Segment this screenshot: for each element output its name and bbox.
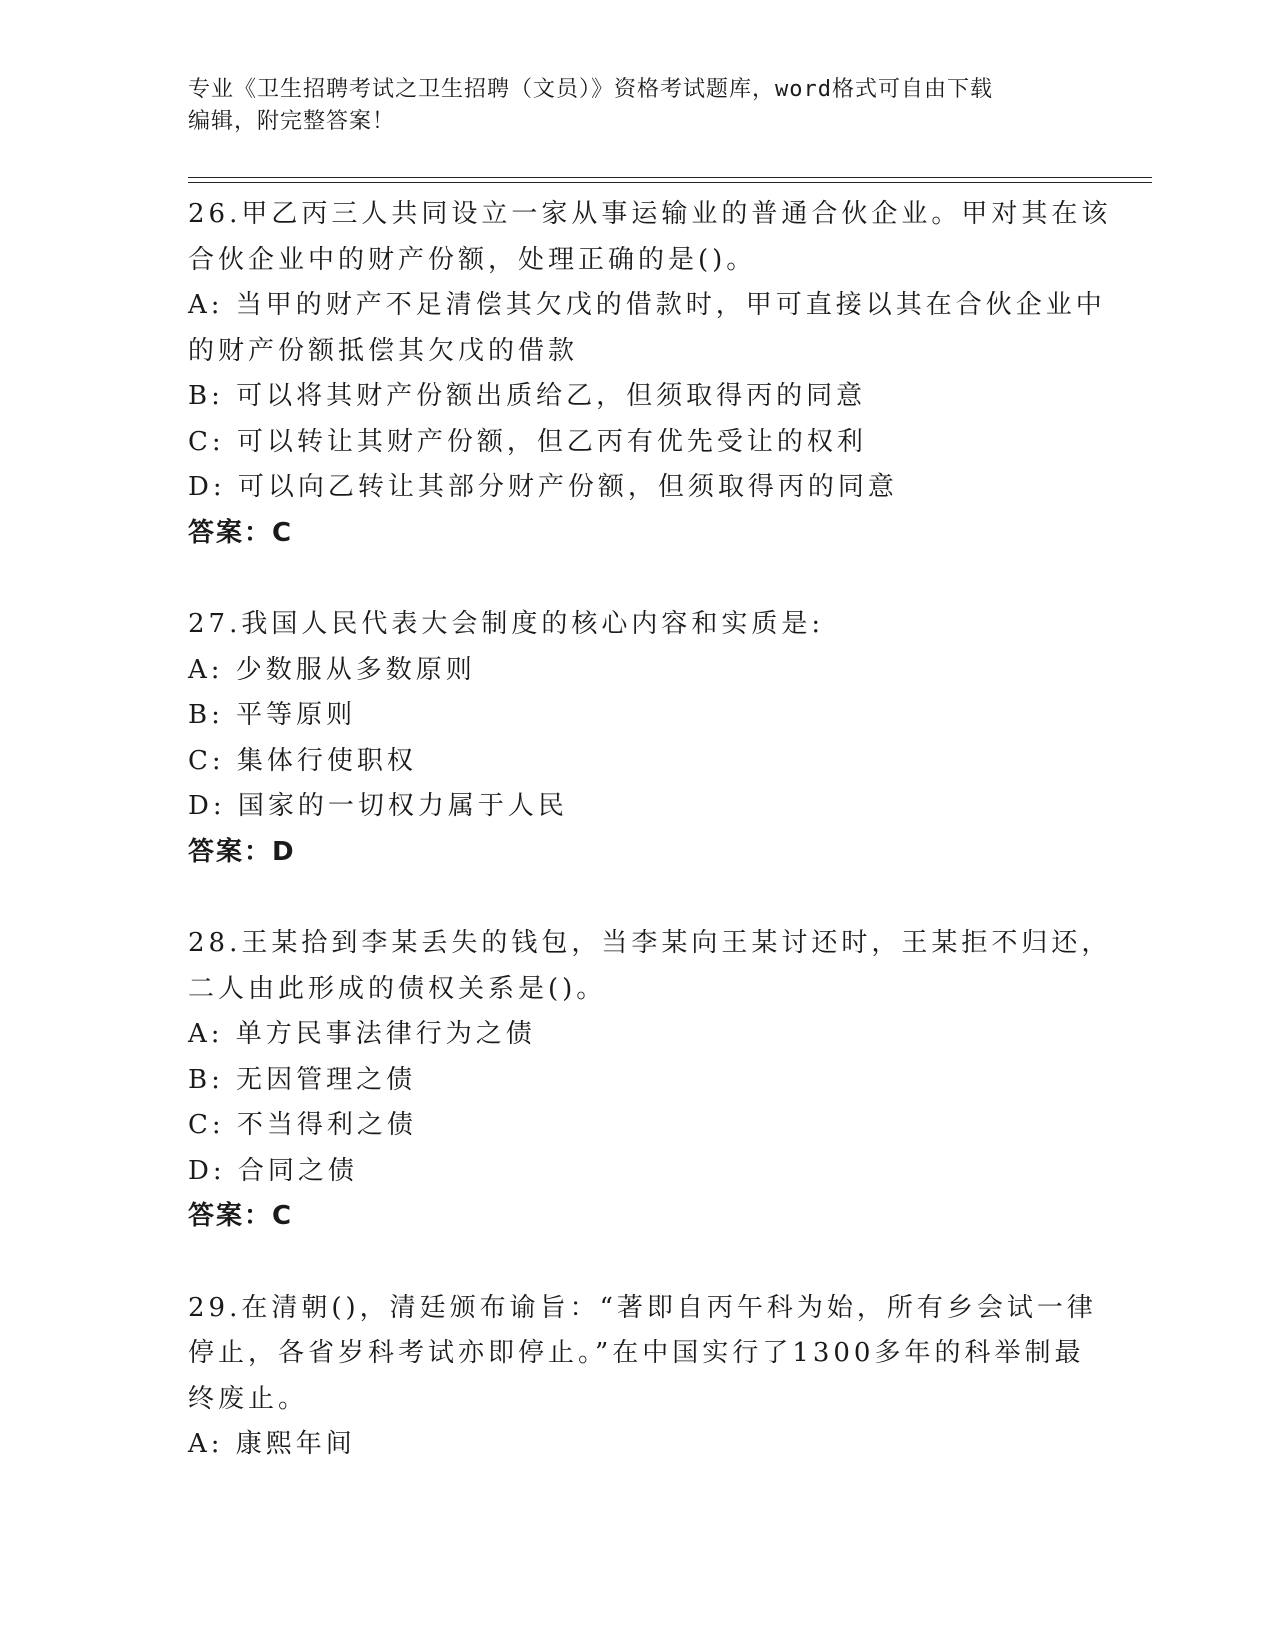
question-stem-line: 停止，各省岁科考试亦即停止。”在中国实行了1300多年的科举制最 [188,1338,1085,1368]
question-stem-line: 合伙企业中的财产份额，处理正确的是()。 [188,244,757,275]
option-a: A: 单方民事法律行为之债 [188,1019,536,1049]
option-a: A: 少数服从多数原则 [188,654,476,685]
answer-label: 答案：D [188,836,296,867]
answer-label: 答案：C [188,1201,294,1231]
header-divider-top [188,177,1152,178]
option-a: A: 康熙年间 [188,1429,356,1459]
question-stem-line: 终废止。 [188,1383,309,1414]
question-27 [188,602,1088,875]
question-stem-line: 26.甲乙丙三人共同设立一家从事运输业的普通合伙企业。甲对其在该 [188,199,1112,229]
question-list [188,192,1112,1514]
document-header [188,74,1088,138]
question-29 [188,1286,1097,1468]
header-divider-bottom [188,182,1152,183]
header-line-1: 专业《卫生招聘考试之卫生招聘（文员）》资格考试题库，word格式可自由下载 [188,77,993,102]
option-a: A: 当甲的财产不足清偿其欠戊的借款时，甲可直接以其在合伙企业中 [188,290,1106,320]
question-28 [188,921,1112,1240]
header-line-2: 编辑，附完整答案！ [188,109,396,134]
question-26 [188,192,1112,556]
option-c: C: 集体行使职权 [188,745,417,776]
option-b: B: 平等原则 [188,700,357,730]
answer-label: 答案：C [188,517,294,548]
option-b: B: 无因管理之债 [188,1064,417,1095]
option-c: C: 可以转让其财产份额，但乙丙有优先受让的权利 [188,426,867,457]
question-stem-line: 29.在清朝()，清廷颁布谕旨：“著即自丙午科为始，所有乡会试一律 [188,1292,1097,1323]
question-stem-line: 二人由此形成的债权关系是()。 [188,973,607,1004]
question-stem-line: 28.王某拾到李某丢失的钱包，当李某向王某讨还时，王某拒不归还， [188,928,1112,958]
option-d: D: 合同之债 [188,1155,358,1186]
option-d: D: 可以向乙转让其部分财产份额，但须取得丙的同意 [188,472,898,502]
option-d: D: 国家的一切权力属于人民 [188,791,568,821]
option-a-continued: 的财产份额抵偿其欠戊的借款 [188,335,579,366]
question-stem-line: 27.我国人民代表大会制度的核心内容和实质是: [188,609,825,639]
option-b: B: 可以将其财产份额出质给乙，但须取得丙的同意 [188,381,867,411]
option-c: C: 不当得利之债 [188,1110,417,1140]
